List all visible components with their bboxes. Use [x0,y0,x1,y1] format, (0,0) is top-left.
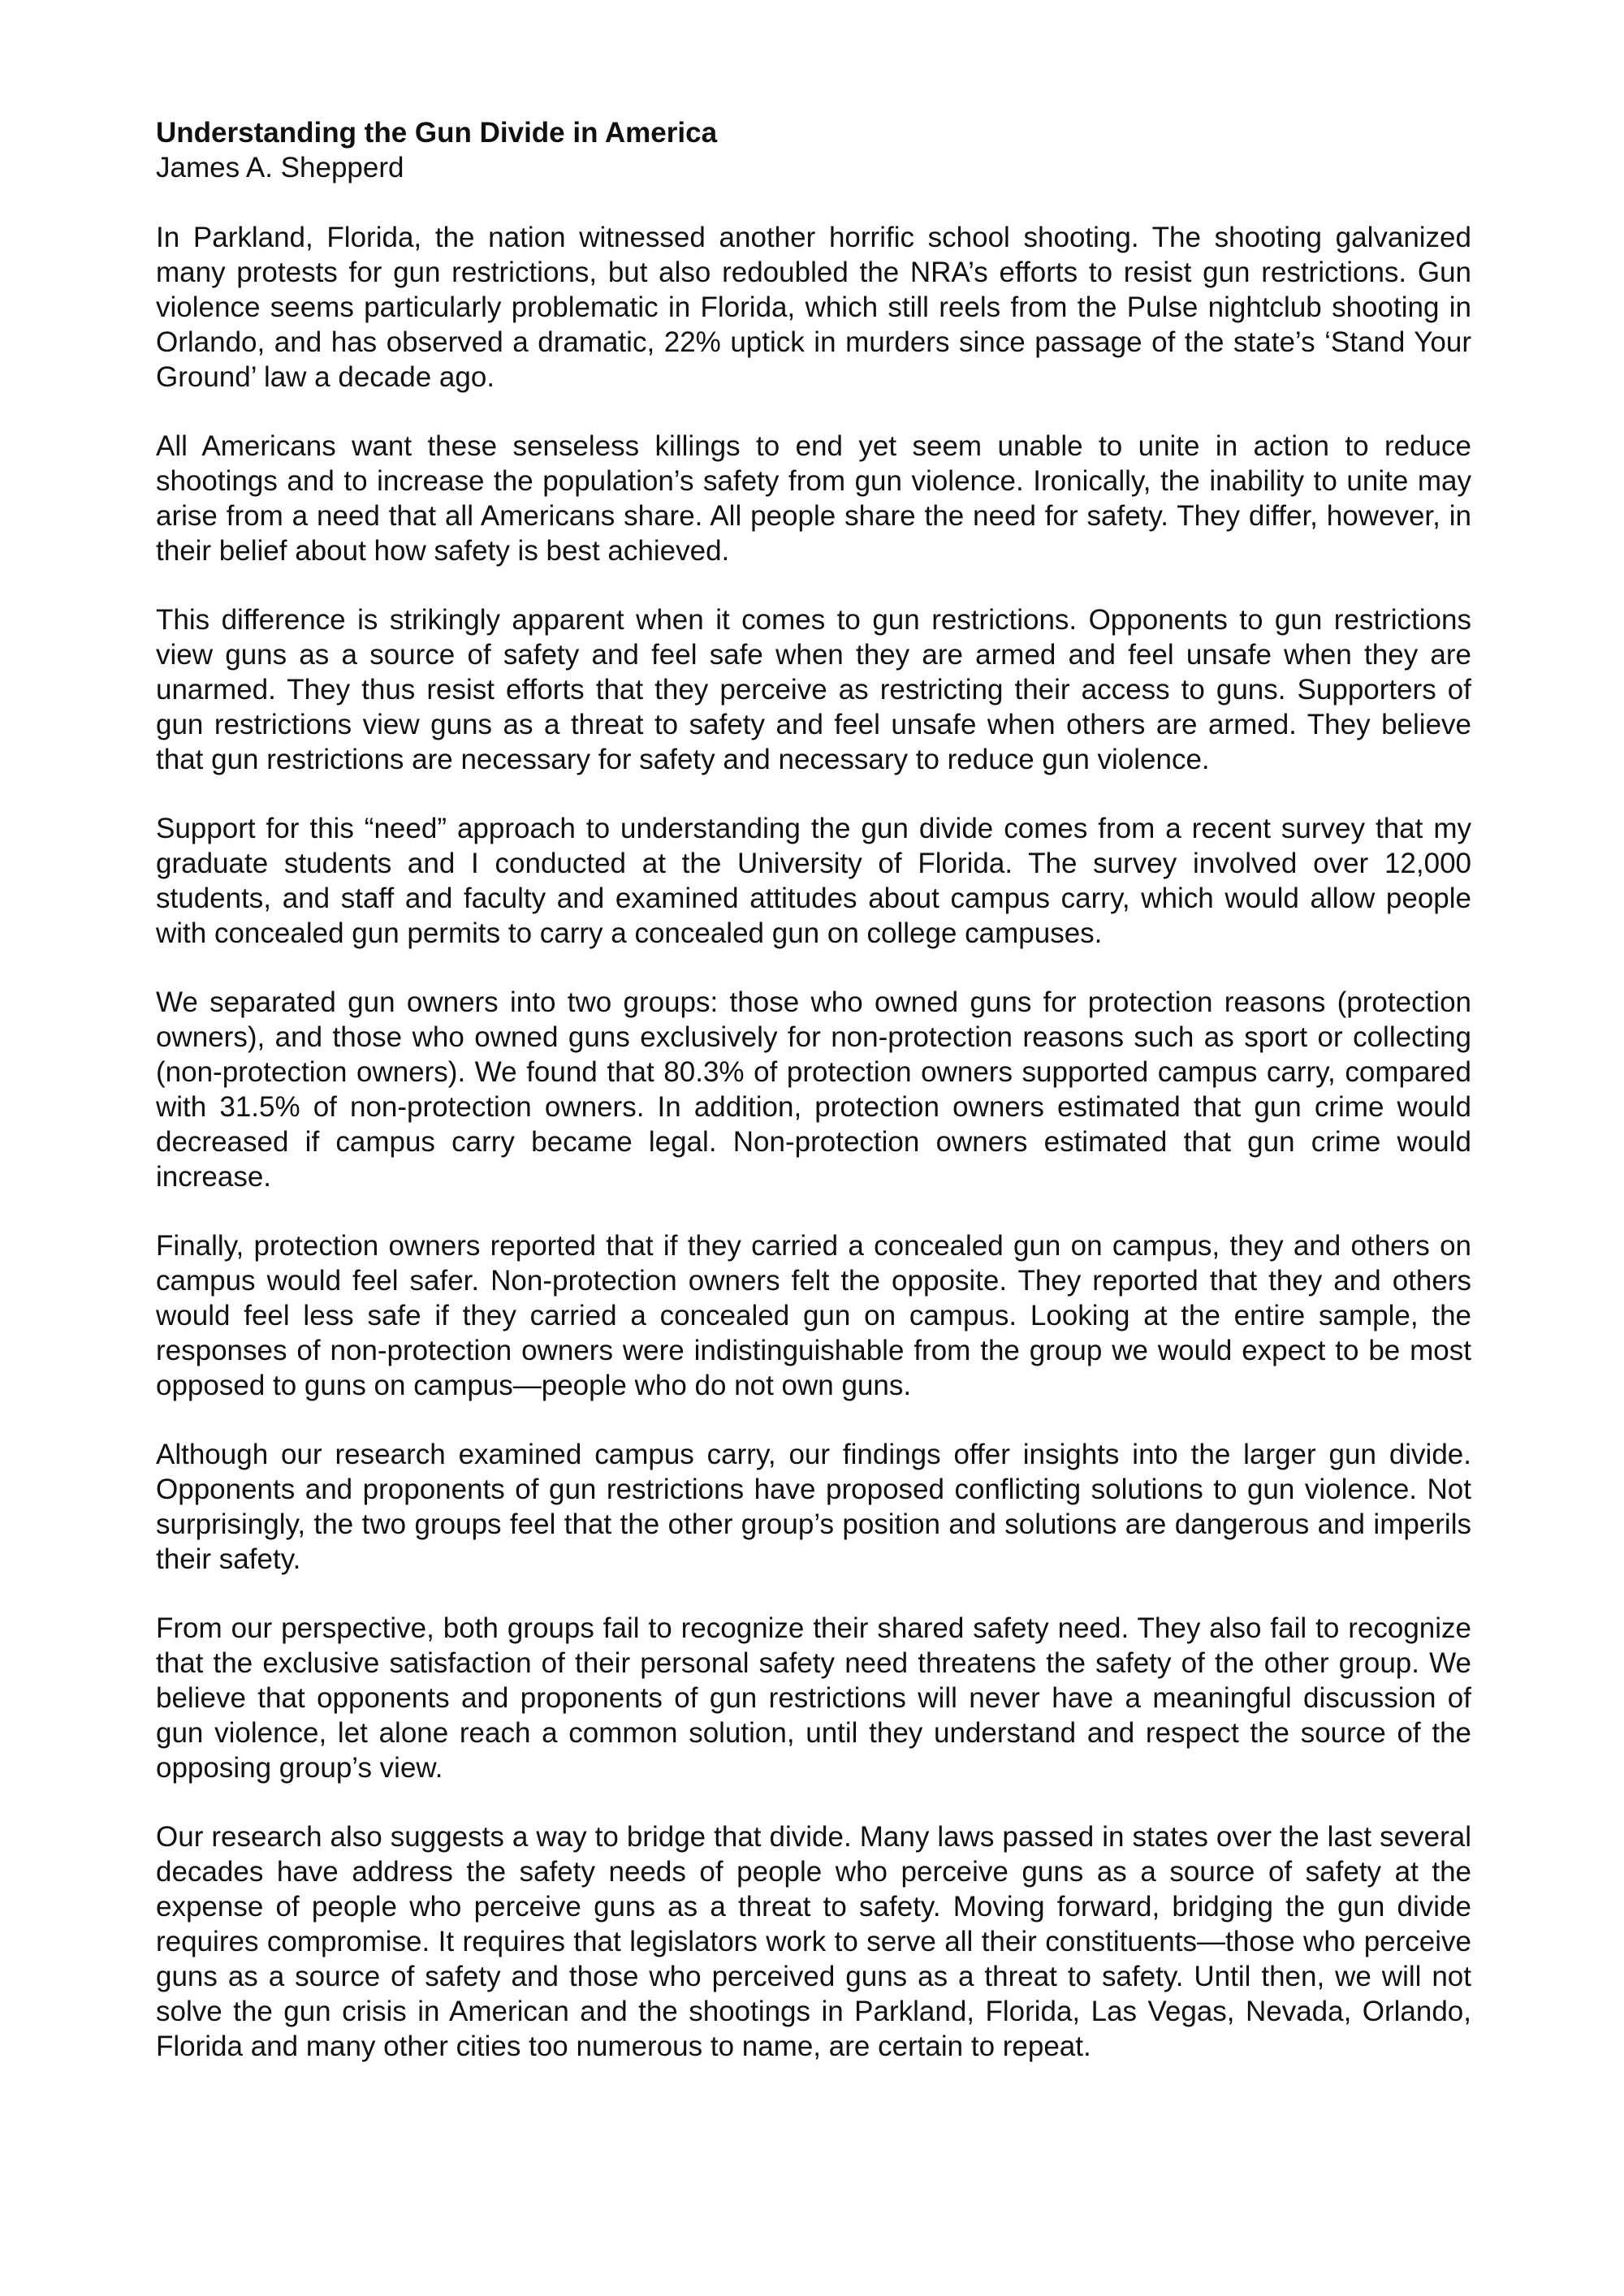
body-paragraph-7: Although our research examined campus carry, our findings offer insights into the larger gun divide. Opponents and proponents of gun restrictions have proposed conflicting solutions to gun violence. Not surprisingly, the two groups feel that the other group’s position and solutions are dangerous and imperils their safety. [156,1439,1471,1575]
body-paragraph-6: Finally, protection owners reported that if they carried a concealed gun on campus, they and others on campus would feel safer. Non-protection owners felt the opposite. They reported that they and others would feel less safe if they carried a concealed gun on campus. Looking at the entire sample, the responses of non-protection owners were indistinguishable from the group we would expect to be most opposed to guns on campus—people who do not own guns. [156,1230,1471,1401]
body-paragraph-5: We separated gun owners into two groups: those who owned guns for protection reasons (protection owners), and those who owned guns exclusively for non-protection reasons such as sport or collecting (non-protection owners). We found that 80.3% of protection owners supported campus carry, compared with 31.5% of non-protection owners. In addition, protection owners estimated that gun crime would decreased if campus carry became legal. Non-protection owners estimated that gun crime would increase. [156,986,1471,1193]
body-paragraph-9: Our research also suggests a way to bridge that divide. Many laws passed in states over the last several decades have address the safety needs of people who perceive guns as a source of safety at the expense of people who perceive guns as a threat to safety. Moving forward, bridging the gun divide requires compromise. It requires that legislators work to serve all their constituents—those who perceive guns as a source of safety and those who perceived guns as a threat to safety. Until then, we will not solve the gun crisis in American and the shootings in Parkland, Florida, Las Vegas, Nevada, Orlando, Florida and many other cities too numerous to name, are certain to repeat. [156,1821,1471,2062]
body-paragraph-2: All Americans want these senseless killings to end yet seem unable to unite in action to reduce shootings and to increase the population’s safety from gun violence. Ironically, the inability to unite may arise from a need that all Americans share. All people share the need for safety. They differ, however, in their belief about how safety is best achieved. [156,430,1471,567]
document-author: James A. Shepperd [156,152,404,183]
body-paragraph-3: This difference is strikingly apparent when it comes to gun restrictions. Opponents to gun restrictions view guns as a source of safety and feel safe when they are armed and feel unsafe when they are unarmed. They thus resist efforts that they perceive as restricting their access to guns. Supporters of gun restrictions view guns as a threat to safety and feel unsafe when others are armed. They believe that gun restrictions are necessary for safety and necessary to reduce gun violence. [156,604,1471,775]
body-paragraph-1: In Parkland, Florida, the nation witnessed another horrific school shooting. The shooting galvanized many protests for gun restrictions, but also redoubled the NRA’s efforts to resist gun restrictions. Gun violence seems particularly problematic in Florida, which still reels from the Pulse nightclub shooting in Orlando, and has observed a dramatic, 22% uptick in murders since passage of the state’s ‘Stand Your Ground’ law a decade ago. [156,222,1471,393]
body-paragraph-4: Support for this “need” approach to understanding the gun divide comes from a recent survey that my graduate students and I conducted at the University of Florida. The survey involved over 12,000 students, and staff and faculty and examined attitudes about campus carry, which would allow people with concealed gun permits to carry a concealed gun on college campuses. [156,813,1471,949]
document-page [156,115,1471,2064]
body-paragraph-8: From our perspective, both groups fail to recognize their shared safety need. They also fail to recognize that the exclusive satisfaction of their personal safety need threatens the safety of the other group. We believe that opponents and proponents of gun restrictions will never have a meaningful discussion of gun violence, let alone reach a common solution, until they understand and respect the source of the opposing group’s view. [156,1612,1471,1784]
document-title: Understanding the Gun Divide in America [156,117,718,149]
document-body [156,220,1471,2064]
